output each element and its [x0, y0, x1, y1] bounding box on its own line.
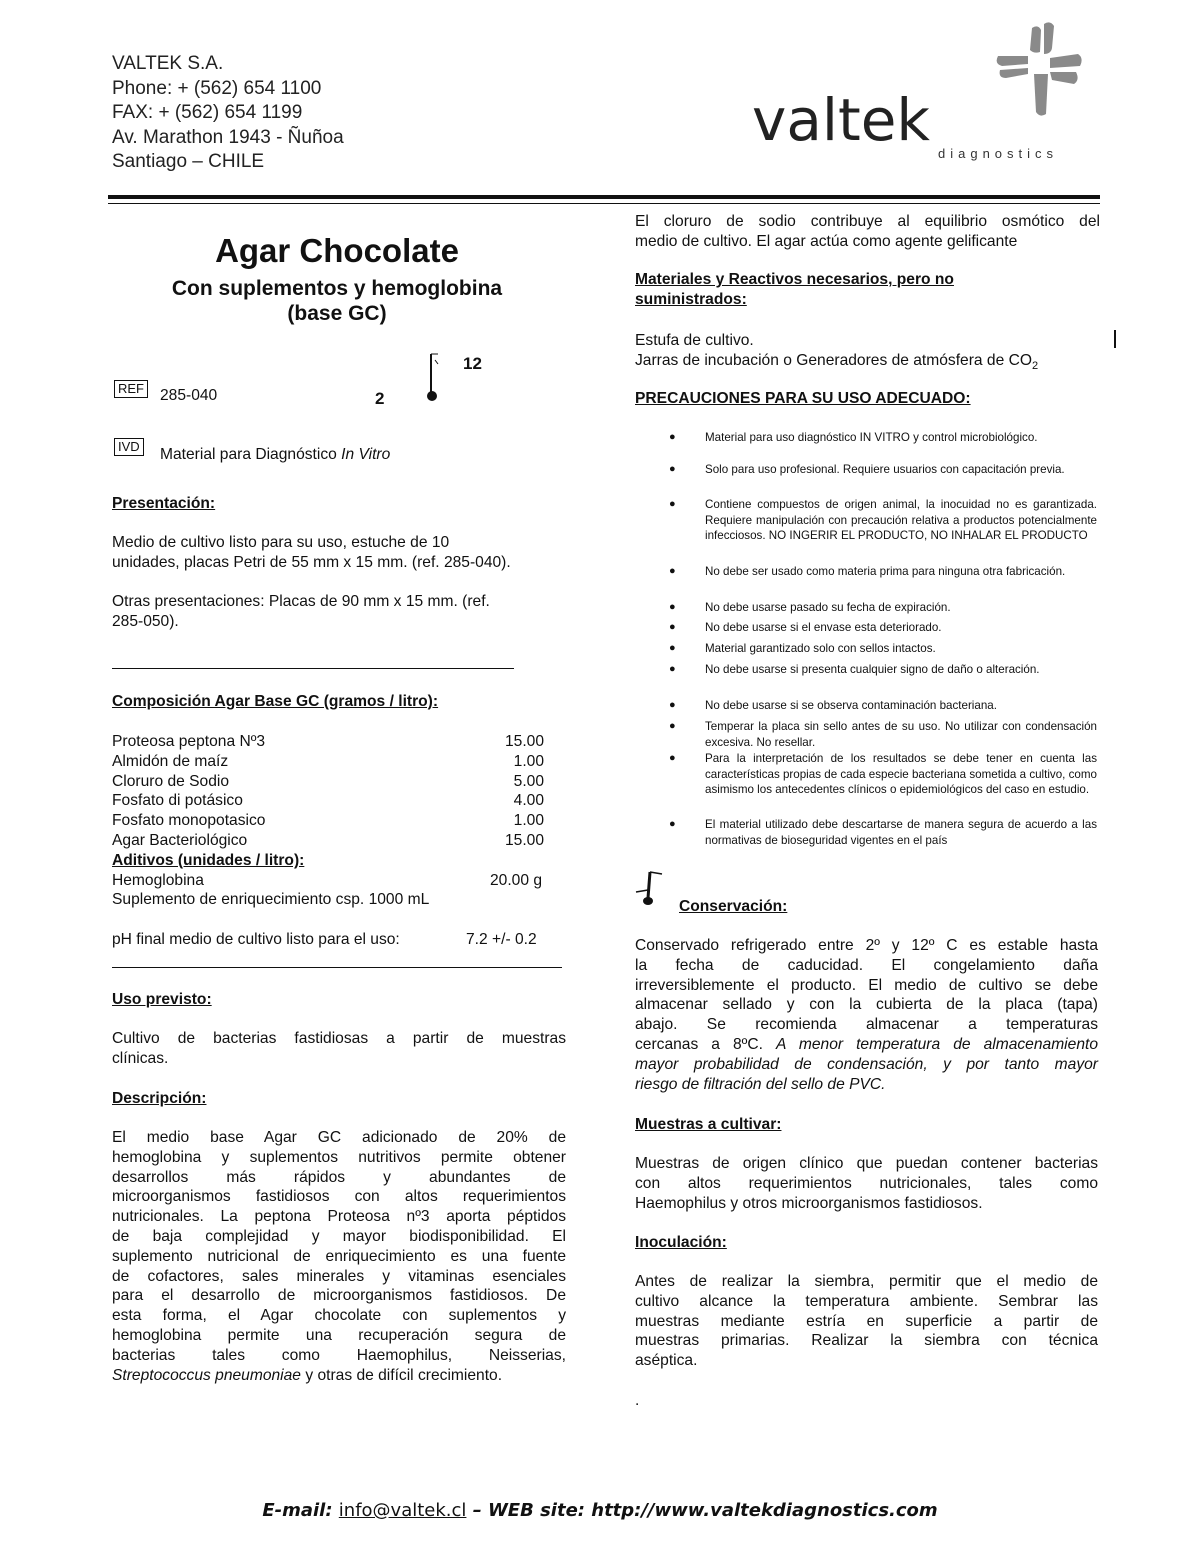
ingredient-value: 1.00	[513, 812, 544, 830]
conservacion-normal: cercanas a 8ºC.	[635, 1035, 777, 1053]
inoculacion-line: muestras mediante estría en superficie a partir de	[635, 1312, 1098, 1330]
list-item	[635, 497, 1097, 544]
list-item	[635, 817, 1097, 848]
conservacion-line: almacenar sellado y con la cubierta de la placa (tapa)	[635, 996, 1098, 1014]
bullet-icon: ●	[669, 699, 676, 711]
logo-wordmark: valtek	[752, 86, 930, 154]
ph-value: 7.2 +/- 0.2	[466, 931, 537, 948]
conservacion-text	[635, 936, 1098, 1094]
intro-line: medio de cultivo. El agar actúa como agente gelificante	[635, 232, 1018, 250]
conservacion-italic: A menor temperatura de almacenamiento	[776, 1035, 1099, 1053]
inoculacion-line: Antes de realizar la siembra, permitir que el medio de	[635, 1273, 1098, 1290]
muestras-line: con altos requerimientos nutricionales, tales como	[635, 1174, 1098, 1192]
conservacion-line: irreversiblemente el producto. El medio de cultivo se debe	[635, 976, 1098, 994]
bullet-icon: ●	[669, 431, 676, 443]
ingredient-value: 1.00	[513, 752, 544, 770]
presentacion-line: 285-050).	[112, 613, 179, 631]
table-row	[112, 732, 544, 752]
temp-high: 12	[463, 354, 482, 373]
ref-symbol: REF	[114, 380, 148, 398]
thermometer-icon	[420, 350, 446, 406]
company-phone: Phone: + (562) 654 1100	[112, 77, 322, 99]
product-subtitle	[112, 276, 562, 326]
descripcion-line: El medio base Agar GC adicionado de 20% de	[112, 1129, 566, 1146]
footer-contact	[0, 1500, 1200, 1521]
bullet-icon: ●	[669, 720, 676, 732]
section-divider	[112, 967, 562, 968]
materiales-heading-line2: suministrados:	[635, 290, 747, 308]
valtek-logo	[752, 18, 1092, 168]
thermometer-storage-icon	[632, 868, 672, 908]
ingredient-name: Hemoglobina	[112, 871, 204, 889]
conservacion-line	[635, 1055, 1098, 1075]
list-item-text: No debe usarse si el envase esta deteriorado.	[705, 621, 942, 634]
muestras-heading: Muestras a cultivar:	[635, 1116, 782, 1133]
list-item	[635, 641, 1097, 657]
uso-heading: Uso previsto:	[112, 991, 212, 1008]
ingredient-value: 4.00	[513, 792, 544, 810]
temp-low: 2	[375, 389, 385, 408]
muestras-line: Haemophilus y otros microorganismos fastidiosos.	[635, 1194, 983, 1212]
ref-value: 285-040	[160, 387, 218, 404]
descripcion-line: esta forma, el Agar chocolate con suplementos y	[112, 1307, 566, 1325]
bullet-icon: ●	[669, 463, 676, 475]
descripcion-line: para el desarrollo de microorganismos fastidiosos. De	[112, 1287, 566, 1305]
presentacion-text	[112, 533, 572, 632]
descripcion-line: nutricionales. La peptona Proteosa nº3 aporta péptidos	[112, 1208, 566, 1226]
descripcion-line: de cofactores, sales minerales y vitaminas esenciales	[112, 1267, 566, 1285]
table-row	[112, 772, 544, 792]
descripcion-line: bacterias tales como Haemophilus, Neisserias,	[112, 1346, 566, 1364]
change-bar	[1114, 330, 1116, 348]
uso-line: clínicas.	[112, 1049, 169, 1067]
materiales-heading	[635, 270, 954, 310]
ivd-text-label: Material para Diagnóstico	[160, 446, 342, 463]
ingredient-name: Fosfato monopotasico	[112, 812, 266, 830]
presentacion-line: Otras presentaciones: Placas de 90 mm x 15 mm. (ref.	[112, 593, 490, 611]
uso-line: Cultivo de bacterias fastidiosas a partir de muestras	[112, 1030, 566, 1047]
bullet-icon: ●	[669, 565, 676, 577]
presentacion-line: unidades, placas Petri de 55 mm x 15 mm. (ref. 285-040).	[112, 553, 511, 571]
list-item	[635, 600, 1097, 616]
company-info	[112, 52, 344, 175]
list-item-text: Material garantizado solo con sellos intactos.	[705, 642, 936, 655]
inoculacion-line: cultivo alcance la temperatura ambiente. Sembrar las	[635, 1292, 1098, 1310]
conservacion-line	[635, 1075, 1098, 1095]
list-item	[635, 751, 1097, 798]
list-item-text: No debe usarse pasado su fecha de expiración.	[705, 601, 951, 614]
ingredient-value: 15.00	[504, 832, 544, 849]
bullet-icon: ●	[669, 642, 676, 654]
header-rule-thin	[108, 203, 1100, 204]
muestras-line: Muestras de origen clínico que puedan contener bacterias	[635, 1155, 1098, 1172]
ingredient-name: Proteosa peptona Nº3	[112, 733, 266, 750]
list-item-text: Material para uso diagnóstico IN VITRO y control microbiológico.	[705, 431, 1038, 444]
bullet-icon: ●	[669, 498, 676, 510]
email-link[interactable]: info@valtek.cl	[338, 1500, 467, 1521]
descripcion-line: hemoglobina permite una recuperación segura de	[112, 1326, 566, 1344]
materiales-subscript: 2	[1032, 359, 1039, 372]
section-divider	[112, 668, 514, 669]
conservacion-heading: Conservación:	[679, 898, 788, 915]
conservacion-line: abajo. Se recomienda almacenar a temperaturas	[635, 1016, 1098, 1034]
descripcion-line: hemoglobina y suplementos nutritivos permite obtener	[112, 1148, 566, 1166]
list-item	[635, 662, 1097, 678]
conservacion-line: la fecha de caducidad. El congelamiento daña	[635, 956, 1098, 974]
descripcion-line: suplemento nutricional de enriquecimiento es una fuente	[112, 1247, 566, 1265]
list-item-text: Solo para uso profesional. Requiere usuarios con capacitación previa.	[705, 463, 1065, 476]
bullet-icon: ●	[669, 752, 676, 764]
header-rule	[108, 195, 1100, 199]
descripcion-heading: Descripción:	[112, 1090, 207, 1107]
composicion-table	[112, 732, 544, 952]
muestras-text	[635, 1154, 1098, 1213]
list-item	[635, 698, 1097, 714]
list-item-text: No debe usarse si se observa contaminación bacteriana.	[705, 699, 997, 712]
precauciones-heading: PRECAUCIONES PARA SU USO ADECUADO:	[635, 390, 971, 407]
trailing-dot: .	[635, 1392, 640, 1409]
precauciones-list	[635, 430, 1097, 860]
ingredient-name: Agar Bacteriológico	[112, 832, 248, 849]
presentacion-heading: Presentación:	[112, 495, 216, 512]
list-item	[635, 430, 1097, 446]
presentacion-line: Medio de cultivo listo para su uso, estuche de 10	[112, 534, 450, 551]
ingredient-value: 5.00	[513, 772, 544, 790]
list-item-text: No debe usarse si presenta cualquier signo de daño o alteración.	[705, 663, 1040, 676]
table-row	[112, 752, 544, 772]
materiales-heading-line1: Materiales y Reactivos necesarios, pero no	[635, 271, 954, 288]
company-fax: FAX: + (562) 654 1199	[112, 102, 303, 123]
ingredient-name: Cloruro de Sodio	[112, 772, 230, 790]
conservacion-italic: mayor probabilidad de condensación, y por tanto mayor	[635, 1055, 1098, 1073]
descripcion-text	[112, 1128, 566, 1385]
list-item-text: El material utilizado debe descartarse de manera segura de acuerdo a las normativas de bioseguridad vigentes en el país	[705, 818, 1097, 847]
inoculacion-text	[635, 1272, 1098, 1371]
descripcion-line	[112, 1366, 566, 1386]
list-item	[635, 719, 1097, 750]
materiales-text	[635, 331, 1038, 377]
materiales-line	[635, 351, 1038, 377]
table-row	[112, 811, 544, 831]
aditivos-heading: Aditivos (unidades / litro):	[112, 851, 305, 869]
ingredient-name: Fosfato di potásico	[112, 792, 243, 810]
list-item-text: Temperar la placa sin sello antes de su uso. No utilizar con condensación excesiva. No resellar.	[705, 720, 1097, 749]
list-item-text: No debe ser usado como materia prima para ninguna otra fabricación.	[705, 565, 1066, 578]
bullet-icon: ●	[669, 818, 676, 830]
conservacion-line: Conservado refrigerado entre 2º y 12º C es estable hasta	[635, 937, 1098, 954]
list-item-text: Contiene compuestos de origen animal, la inocuidad no es garantizada. Requiere manipulación con precaución relativa a productos potencialmente infecciosos. NO INGERIR EL PRODUCTO, NO INHALAR EL PRODUCTO	[705, 498, 1097, 542]
materiales-line-text: Jarras de incubación o Generadores de atmósfera de CO	[635, 351, 1032, 369]
materiales-line: Estufa de cultivo.	[635, 332, 754, 349]
company-city: Santiago – CHILE	[112, 151, 265, 172]
website-text[interactable]: – WEB site: http://www.valtekdiagnostics.com	[466, 1500, 938, 1521]
descripcion-line: de baja complejidad y mayor biodisponibilidad. El	[112, 1227, 566, 1245]
ingredient-value: 20.00 g	[489, 871, 542, 889]
product-subtitle-line2: (base GC)	[287, 302, 387, 325]
inoculacion-line: muestras primarias. Realizar la siembra con técnica	[635, 1332, 1098, 1350]
descripcion-line: microorganismos fastidiosos con altos requerimientos	[112, 1188, 566, 1206]
ivd-symbol: IVD	[114, 438, 144, 456]
descripcion-last: y otras de difícil crecimiento.	[300, 1366, 503, 1384]
ivd-text-italic: In Vitro	[341, 446, 391, 463]
product-title: Agar Chocolate	[215, 232, 459, 269]
logo-mark-icon	[994, 18, 1084, 118]
email-label: E-mail:	[262, 1500, 339, 1521]
ingredient-value: 15.00	[504, 733, 544, 750]
table-row	[112, 871, 542, 891]
ingredient-name: Almidón de maíz	[112, 752, 229, 770]
intro-line: El cloruro de sodio contribuye al equilibrio osmótico del	[635, 213, 1100, 230]
product-subtitle-line1: Con suplementos y hemoglobina	[171, 277, 503, 300]
list-item	[635, 462, 1097, 478]
list-item-text: Para la interpretación de los resultados se debe tener en cuenta las características propias de cada especie bacteriana sometida a cultivo, como asimismo los antecedentes clínicos o epidemiológicos del caso en estudio.	[705, 752, 1097, 796]
conservacion-line	[635, 1035, 1098, 1055]
bullet-icon: ●	[669, 601, 676, 613]
uso-text	[112, 1029, 566, 1069]
inoculacion-heading: Inoculación:	[635, 1234, 727, 1251]
company-address: Av. Marathon 1943 - Ñuñoa	[112, 126, 344, 148]
descripcion-line: desarrollos más rápidos y abundantes de	[112, 1168, 566, 1186]
suplemento-line: Suplemento de enriquecimiento csp. 1000 mL	[112, 891, 430, 909]
right-intro	[635, 212, 1100, 252]
logo-subtitle: diagnostics	[938, 146, 1059, 161]
bullet-icon: ●	[669, 663, 676, 675]
conservacion-italic: riesgo de filtración del sello de PVC.	[635, 1075, 886, 1093]
table-row	[112, 791, 544, 811]
list-item	[635, 620, 1097, 636]
bullet-icon: ●	[669, 621, 676, 633]
company-name: VALTEK S.A.	[112, 53, 224, 74]
ivd-text	[160, 445, 390, 465]
inoculacion-line: aséptica.	[635, 1352, 698, 1370]
descripcion-italic: Streptococcus pneumoniae	[112, 1366, 301, 1384]
table-row	[112, 831, 544, 851]
composicion-heading: Composición Agar Base GC (gramos / litro):	[112, 693, 439, 710]
ph-label: pH final medio de cultivo listo para el uso:	[112, 931, 400, 948]
list-item	[635, 564, 1097, 580]
